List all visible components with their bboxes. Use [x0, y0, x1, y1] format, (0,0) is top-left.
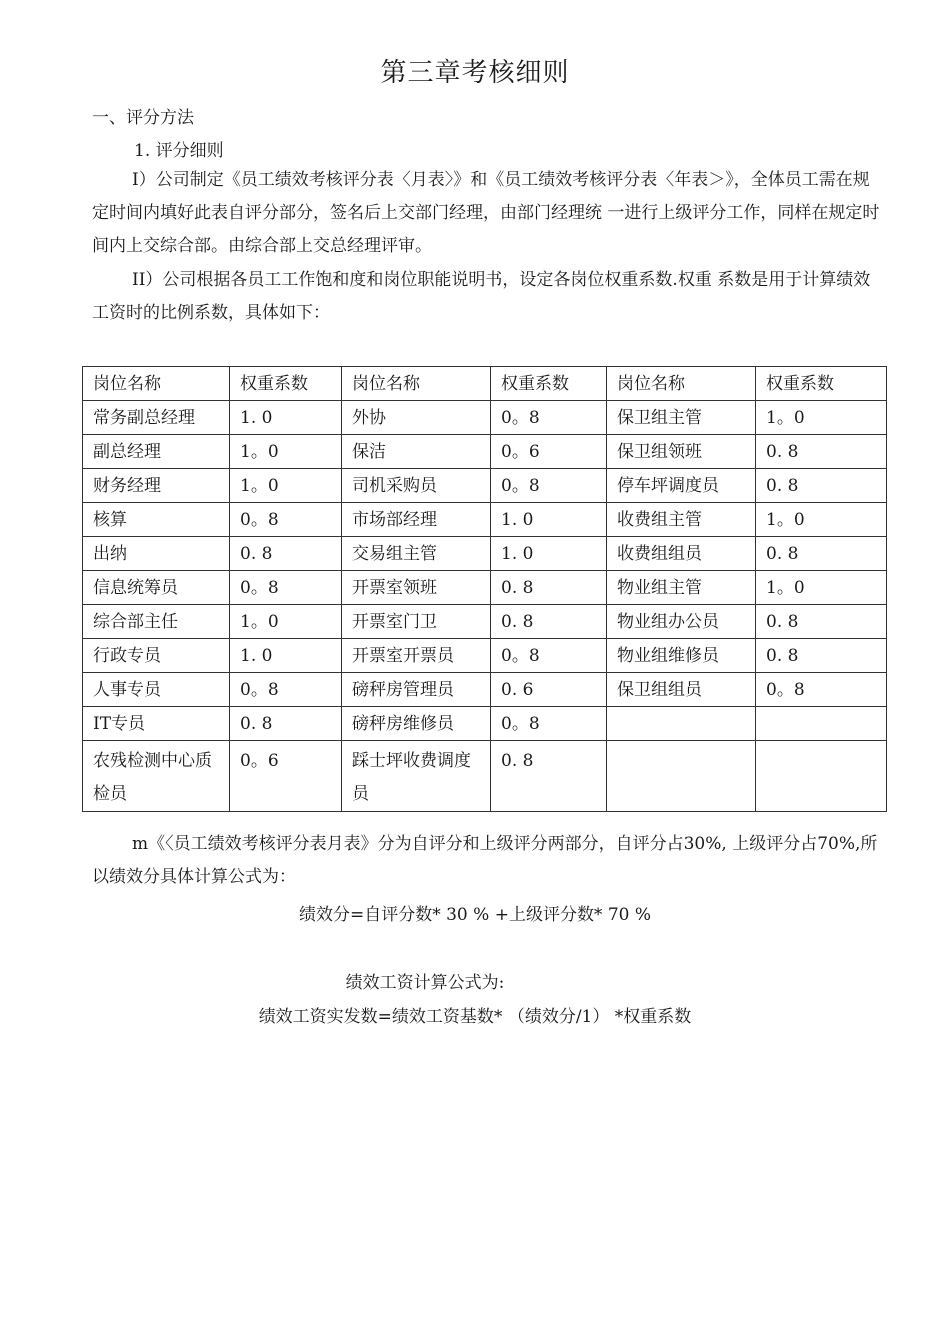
- cell-position-name: 物业组维修员: [607, 639, 756, 673]
- cell-position-name: IT专员: [83, 707, 230, 741]
- cell-position-name: 出纳: [83, 537, 230, 571]
- cell-weight: 0. 8: [756, 605, 887, 639]
- cell-weight: [756, 707, 887, 741]
- cell-weight: 0. 8: [230, 537, 342, 571]
- cell-position-name: 磅秤房管理员: [342, 673, 491, 707]
- cell-position-name: 市场部经理: [342, 503, 491, 537]
- cell-position-name: 收费组组员: [607, 537, 756, 571]
- paragraph-weights: II）公司根据各员工工作饱和度和岗位职能说明书，设定各岗位权重系数.权重 系数是用于计算绩效工资时的比例系数，具体如下：: [92, 270, 871, 323]
- table-row: [83, 741, 887, 812]
- cell-weight: 0. 8: [491, 741, 607, 812]
- subsection-heading: 1. 评分细则: [134, 141, 224, 161]
- cell-position-name: 物业组办公员: [607, 605, 756, 639]
- cell-position-name: [607, 707, 756, 741]
- header-weight: 权重系数: [756, 367, 887, 401]
- cell-weight: 1。0: [230, 469, 342, 503]
- table-row: [83, 707, 887, 741]
- cell-weight: 0. 8: [230, 707, 342, 741]
- table-row: [83, 401, 887, 435]
- table-row: [83, 571, 887, 605]
- cell-position-name: 保卫组领班: [607, 435, 756, 469]
- cell-position-name: 核算: [83, 503, 230, 537]
- cell-position-name: 农残检测中心质检员: [83, 741, 230, 812]
- cell-weight: 0. 8: [491, 605, 607, 639]
- cell-weight: 1。0: [756, 571, 887, 605]
- cell-weight: 1。0: [756, 503, 887, 537]
- cell-weight: 0。8: [230, 503, 342, 537]
- cell-weight: 1. 0: [230, 401, 342, 435]
- salary-formula-heading: 绩效工资计算公式为:: [345, 973, 505, 993]
- cell-weight: 1。0: [230, 605, 342, 639]
- table-row: [83, 673, 887, 707]
- cell-weight: 1. 0: [491, 537, 607, 571]
- cell-position-name: 信息统筹员: [83, 571, 230, 605]
- cell-position-name: 交易组主管: [342, 537, 491, 571]
- cell-position-name: [607, 741, 756, 812]
- cell-weight: 0。8: [491, 469, 607, 503]
- score-formula: 绩效分=自评分数* 30 % +上级评分数* 70 %: [298, 905, 652, 925]
- cell-weight: [756, 741, 887, 812]
- cell-weight: 0. 8: [491, 571, 607, 605]
- header-weight: 权重系数: [230, 367, 342, 401]
- header-position-name: 岗位名称: [342, 367, 491, 401]
- weight-table-body: [83, 367, 887, 812]
- cell-position-name: 保卫组主管: [607, 401, 756, 435]
- table-row: [83, 503, 887, 537]
- cell-weight: 1. 0: [491, 503, 607, 537]
- salary-formula: 绩效工资实发数=绩效工资基数* （绩效分/1） *权重系数: [258, 1007, 692, 1027]
- paragraph-score-split: m《〈员工绩效考核评分表月表》分为自评分和上级评分两部分，自评分占30%, 上级评分占70%,所以绩效分具体计算公式为：: [92, 834, 878, 887]
- header-position-name: 岗位名称: [83, 367, 230, 401]
- cell-position-name: 开票室开票员: [342, 639, 491, 673]
- weight-coefficient-table: [82, 366, 887, 812]
- cell-position-name: 停车坪调度员: [607, 469, 756, 503]
- cell-position-name: 司机采购员: [342, 469, 491, 503]
- cell-weight: 0。6: [491, 435, 607, 469]
- table-header-row: [83, 367, 887, 401]
- cell-weight: 0。8: [230, 571, 342, 605]
- cell-weight: 0。8: [491, 401, 607, 435]
- cell-weight: 1. 0: [230, 639, 342, 673]
- table-row: [83, 469, 887, 503]
- section-heading: 一、评分方法: [92, 108, 194, 128]
- cell-position-name: 人事专员: [83, 673, 230, 707]
- header-weight: 权重系数: [491, 367, 607, 401]
- table-row: [83, 435, 887, 469]
- cell-weight: 0。8: [756, 673, 887, 707]
- cell-position-name: 副总经理: [83, 435, 230, 469]
- cell-position-name: 踩士坪收费调度员: [342, 741, 491, 812]
- paragraph-submission: I）公司制定《员工绩效考核评分表〈月表〉》和《员工绩效考核评分表〈年表＞》，全体员工需在规定时间内填好此表自评分部分，签名后上交部门经理，由部门经理统 一进行上级评分工作，同样在规定时间内上交综合部。由综合部上交总经理评审。: [92, 170, 880, 256]
- cell-position-name: 磅秤房维修员: [342, 707, 491, 741]
- cell-position-name: 综合部主任: [83, 605, 230, 639]
- table-row: [83, 537, 887, 571]
- cell-position-name: 物业组主管: [607, 571, 756, 605]
- cell-position-name: 开票室领班: [342, 571, 491, 605]
- cell-weight: 0。6: [230, 741, 342, 812]
- cell-position-name: 开票室门卫: [342, 605, 491, 639]
- cell-weight: 0。8: [230, 673, 342, 707]
- cell-position-name: 收费组主管: [607, 503, 756, 537]
- cell-weight: 1。0: [230, 435, 342, 469]
- header-position-name: 岗位名称: [607, 367, 756, 401]
- cell-position-name: 常务副总经理: [83, 401, 230, 435]
- cell-weight: 0。8: [491, 707, 607, 741]
- cell-weight: 0. 6: [491, 673, 607, 707]
- table-row: [83, 639, 887, 673]
- cell-weight: 0. 8: [756, 469, 887, 503]
- page-title: 第三章考核细则: [380, 58, 570, 88]
- cell-weight: 0. 8: [756, 537, 887, 571]
- cell-position-name: 外协: [342, 401, 491, 435]
- cell-position-name: 财务经理: [83, 469, 230, 503]
- cell-position-name: 行政专员: [83, 639, 230, 673]
- cell-weight: 1。0: [756, 401, 887, 435]
- cell-weight: 0。8: [491, 639, 607, 673]
- table-row: [83, 605, 887, 639]
- cell-position-name: 保卫组组员: [607, 673, 756, 707]
- cell-weight: 0. 8: [756, 435, 887, 469]
- cell-weight: 0. 8: [756, 639, 887, 673]
- cell-position-name: 保洁: [342, 435, 491, 469]
